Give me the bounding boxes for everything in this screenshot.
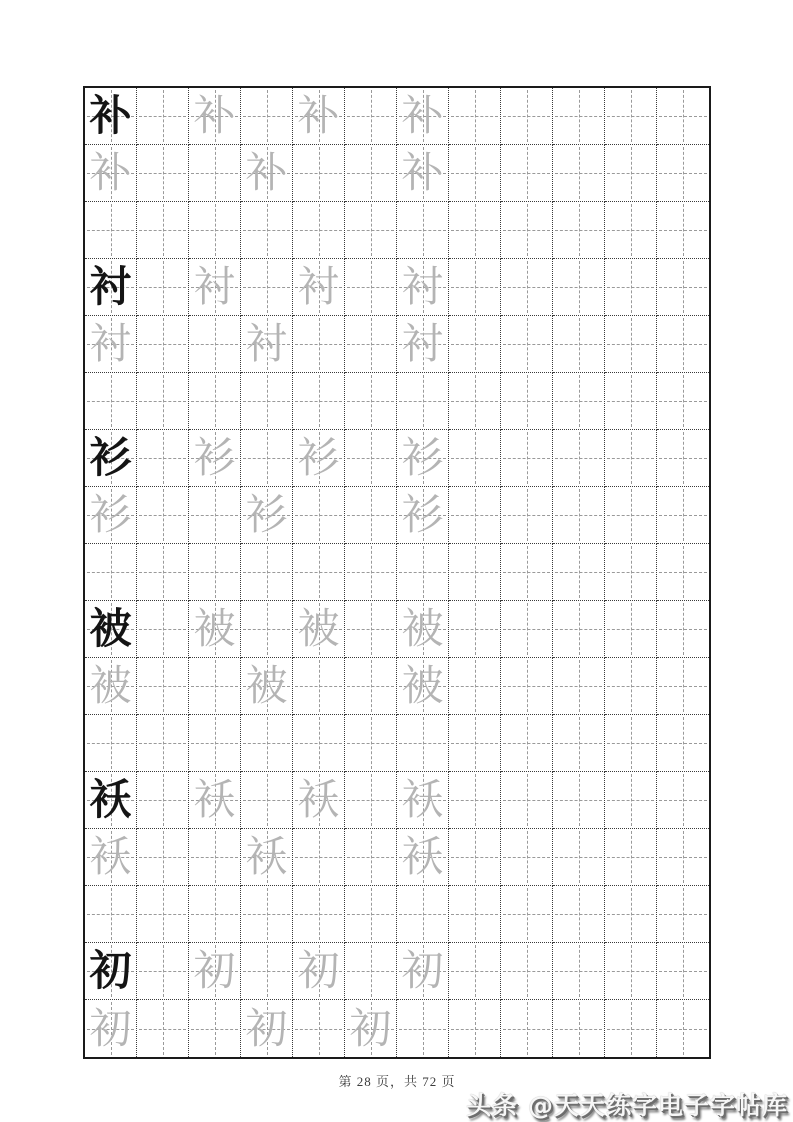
practice-cell — [85, 259, 137, 316]
practice-cell — [449, 715, 501, 772]
practice-cell — [137, 1000, 189, 1057]
practice-cell — [657, 145, 709, 202]
practice-cell — [397, 829, 449, 886]
practice-cell — [137, 259, 189, 316]
practice-cell — [85, 715, 137, 772]
trace-character: 初 — [297, 946, 340, 995]
practice-cell — [449, 487, 501, 544]
practice-cell — [501, 373, 553, 430]
practice-cell — [345, 202, 397, 259]
trace-character: 衫 — [401, 433, 444, 482]
practice-cell — [501, 88, 553, 145]
practice-cell — [293, 601, 345, 658]
practice-cell — [449, 943, 501, 1000]
practice-cell — [241, 829, 293, 886]
practice-cell — [345, 373, 397, 430]
practice-cell — [605, 373, 657, 430]
practice-cell — [449, 430, 501, 487]
practice-cell — [657, 772, 709, 829]
trace-character: 衫 — [245, 490, 288, 539]
practice-cell — [397, 601, 449, 658]
practice-cell — [657, 943, 709, 1000]
practice-cell — [189, 1000, 241, 1057]
practice-cell — [605, 487, 657, 544]
practice-cell — [241, 487, 293, 544]
practice-cell — [189, 316, 241, 373]
practice-cell — [241, 943, 293, 1000]
practice-cell — [241, 544, 293, 601]
practice-cell — [605, 829, 657, 886]
practice-cell — [397, 943, 449, 1000]
practice-cell — [293, 373, 345, 430]
practice-cell — [85, 829, 137, 886]
practice-cell — [241, 1000, 293, 1057]
practice-cell — [449, 202, 501, 259]
practice-cell — [189, 259, 241, 316]
example-character: 初 — [89, 946, 132, 995]
practice-cell — [397, 715, 449, 772]
practice-cell — [241, 145, 293, 202]
practice-cell — [501, 715, 553, 772]
practice-cell — [449, 829, 501, 886]
practice-cell — [345, 601, 397, 658]
practice-cell — [605, 430, 657, 487]
practice-cell — [553, 259, 605, 316]
practice-cell — [189, 829, 241, 886]
practice-cell — [605, 259, 657, 316]
practice-cell — [345, 430, 397, 487]
practice-cell — [189, 772, 241, 829]
practice-cell — [345, 259, 397, 316]
practice-cell — [397, 544, 449, 601]
practice-cell — [501, 772, 553, 829]
practice-cell — [605, 715, 657, 772]
trace-character: 补 — [89, 148, 132, 197]
practice-cell — [553, 601, 605, 658]
practice-cell — [553, 772, 605, 829]
practice-cell — [657, 601, 709, 658]
trace-character: 初 — [89, 1003, 132, 1053]
practice-cell — [85, 430, 137, 487]
practice-cell — [189, 658, 241, 715]
trace-character: 衫 — [297, 433, 340, 482]
practice-cell — [241, 373, 293, 430]
trace-character: 衬 — [401, 319, 444, 368]
page-number-footer: 第 28 页，共 72 页 — [338, 1074, 456, 1089]
practice-cell — [501, 202, 553, 259]
practice-cell — [657, 658, 709, 715]
practice-cell — [501, 259, 553, 316]
trace-character: 被 — [297, 604, 340, 653]
practice-cell — [397, 259, 449, 316]
trace-character: 被 — [245, 661, 288, 710]
trace-character: 衬 — [401, 262, 444, 311]
trace-character: 初 — [401, 946, 444, 995]
practice-cell — [657, 373, 709, 430]
practice-cell — [449, 886, 501, 943]
practice-cell — [293, 829, 345, 886]
practice-cell — [85, 943, 137, 1000]
practice-cell — [85, 544, 137, 601]
practice-cell — [345, 487, 397, 544]
practice-cell — [501, 658, 553, 715]
practice-cell — [449, 373, 501, 430]
practice-cell — [397, 886, 449, 943]
practice-cell — [189, 601, 241, 658]
practice-cell — [137, 772, 189, 829]
practice-cell — [605, 145, 657, 202]
practice-cell — [85, 202, 137, 259]
practice-cell — [137, 601, 189, 658]
practice-cell — [553, 829, 605, 886]
practice-cell — [189, 373, 241, 430]
practice-cell — [605, 1000, 657, 1057]
practice-cell — [501, 544, 553, 601]
practice-cell — [137, 487, 189, 544]
practice-cell — [137, 145, 189, 202]
practice-cell — [137, 316, 189, 373]
practice-cell — [85, 1000, 137, 1057]
practice-cell — [605, 772, 657, 829]
practice-cell — [293, 316, 345, 373]
practice-cell — [293, 658, 345, 715]
practice-cell — [293, 772, 345, 829]
practice-cell — [553, 373, 605, 430]
practice-cell — [189, 88, 241, 145]
trace-character: 被 — [89, 661, 132, 710]
practice-cell — [501, 886, 553, 943]
trace-character: 袄 — [401, 832, 444, 881]
practice-cell — [553, 544, 605, 601]
example-character: 被 — [89, 604, 132, 653]
practice-cell — [293, 88, 345, 145]
practice-cell — [553, 316, 605, 373]
trace-character: 衬 — [193, 262, 236, 311]
trace-character: 补 — [401, 91, 444, 140]
practice-cell — [85, 145, 137, 202]
practice-cell — [397, 145, 449, 202]
example-character: 衫 — [89, 433, 132, 482]
practice-cell — [345, 658, 397, 715]
practice-cell — [241, 658, 293, 715]
trace-character: 袄 — [193, 775, 236, 824]
practice-cell — [605, 88, 657, 145]
trace-character: 衫 — [89, 490, 132, 539]
practice-cell — [605, 316, 657, 373]
practice-cell — [137, 886, 189, 943]
practice-cell — [137, 658, 189, 715]
practice-cell — [189, 487, 241, 544]
practice-cell — [501, 829, 553, 886]
trace-character: 补 — [193, 91, 236, 140]
practice-cell — [137, 715, 189, 772]
practice-cell — [293, 145, 345, 202]
practice-cell — [501, 1000, 553, 1057]
practice-cell — [293, 1000, 345, 1057]
practice-cell — [397, 430, 449, 487]
practice-cell — [241, 715, 293, 772]
practice-cell — [605, 886, 657, 943]
trace-character: 衬 — [297, 262, 340, 311]
example-character: 补 — [89, 91, 132, 140]
practice-cell — [345, 88, 397, 145]
practice-cell — [501, 487, 553, 544]
trace-character: 被 — [401, 604, 444, 653]
practice-cell — [449, 316, 501, 373]
practice-cell — [501, 430, 553, 487]
practice-cell — [553, 88, 605, 145]
practice-cell — [397, 373, 449, 430]
trace-character: 被 — [401, 661, 444, 710]
practice-cell — [449, 88, 501, 145]
trace-character: 袄 — [401, 775, 444, 824]
trace-character: 衬 — [245, 319, 288, 368]
practice-cell — [345, 886, 397, 943]
practice-cell — [293, 202, 345, 259]
trace-character: 初 — [245, 1003, 288, 1053]
practice-cell — [657, 430, 709, 487]
example-character: 袄 — [89, 775, 132, 824]
practice-cell — [657, 88, 709, 145]
trace-character: 袄 — [89, 832, 132, 881]
trace-character: 袄 — [245, 832, 288, 881]
practice-cell — [397, 658, 449, 715]
practice-cell — [449, 601, 501, 658]
practice-cell — [293, 886, 345, 943]
practice-cell — [293, 544, 345, 601]
practice-cell — [553, 886, 605, 943]
practice-cell — [85, 487, 137, 544]
practice-cell — [85, 88, 137, 145]
practice-cell — [657, 829, 709, 886]
practice-cell — [189, 943, 241, 1000]
practice-cell — [449, 658, 501, 715]
practice-cell — [657, 202, 709, 259]
practice-cell — [345, 829, 397, 886]
trace-character: 补 — [245, 148, 288, 197]
practice-cell — [501, 316, 553, 373]
trace-character: 袄 — [297, 775, 340, 824]
practice-cell — [85, 601, 137, 658]
practice-cell — [137, 88, 189, 145]
practice-cell — [605, 202, 657, 259]
practice-cell — [293, 715, 345, 772]
practice-cell — [241, 772, 293, 829]
practice-cell — [189, 715, 241, 772]
practice-cell — [605, 544, 657, 601]
trace-character: 被 — [193, 604, 236, 653]
practice-cell — [137, 430, 189, 487]
practice-cell — [189, 202, 241, 259]
practice-cell — [293, 430, 345, 487]
practice-cell — [553, 145, 605, 202]
practice-cell — [241, 88, 293, 145]
practice-cell — [553, 943, 605, 1000]
practice-cell — [553, 430, 605, 487]
practice-cell — [397, 487, 449, 544]
practice-cell — [501, 601, 553, 658]
practice-cell — [657, 715, 709, 772]
practice-cell — [397, 772, 449, 829]
trace-character: 衫 — [193, 433, 236, 482]
practice-cell — [449, 259, 501, 316]
practice-cell — [345, 145, 397, 202]
trace-character: 初 — [193, 946, 236, 995]
practice-cell — [449, 1000, 501, 1057]
practice-cell — [657, 1000, 709, 1057]
practice-cell — [85, 658, 137, 715]
practice-cell — [137, 373, 189, 430]
practice-cell — [501, 943, 553, 1000]
practice-cell — [293, 487, 345, 544]
practice-cell — [449, 145, 501, 202]
practice-cell — [293, 259, 345, 316]
practice-cell — [553, 202, 605, 259]
practice-cell — [137, 544, 189, 601]
practice-cell — [657, 316, 709, 373]
practice-cell — [657, 544, 709, 601]
practice-cell — [345, 544, 397, 601]
practice-cell — [293, 943, 345, 1000]
practice-cell — [85, 886, 137, 943]
practice-cell — [345, 1000, 397, 1057]
practice-cell — [553, 487, 605, 544]
practice-cell — [397, 88, 449, 145]
practice-cell — [449, 544, 501, 601]
practice-cell — [501, 145, 553, 202]
practice-cell — [397, 1000, 449, 1057]
practice-cell — [345, 715, 397, 772]
practice-cell — [397, 316, 449, 373]
trace-character: 补 — [401, 148, 444, 197]
toutiao-watermark: 头条 @天天练字电子字帖库 — [466, 1091, 788, 1120]
practice-cell — [85, 373, 137, 430]
character-practice-grid — [83, 86, 711, 1059]
practice-cell — [657, 886, 709, 943]
practice-cell — [397, 202, 449, 259]
practice-cell — [449, 772, 501, 829]
practice-cell — [241, 259, 293, 316]
practice-cell — [189, 145, 241, 202]
practice-cell — [137, 943, 189, 1000]
practice-cell — [553, 1000, 605, 1057]
practice-cell — [189, 886, 241, 943]
practice-cell — [85, 316, 137, 373]
practice-cell — [345, 772, 397, 829]
practice-cell — [345, 943, 397, 1000]
practice-cell — [657, 487, 709, 544]
practice-cell — [605, 601, 657, 658]
trace-character: 初 — [349, 1003, 392, 1053]
practice-cell — [137, 829, 189, 886]
practice-cell — [605, 658, 657, 715]
practice-cell — [345, 316, 397, 373]
trace-character: 衬 — [89, 319, 132, 368]
practice-cell — [189, 430, 241, 487]
practice-cell — [189, 544, 241, 601]
trace-character: 衫 — [401, 490, 444, 539]
practice-cell — [85, 772, 137, 829]
practice-cell — [241, 430, 293, 487]
practice-cell — [553, 715, 605, 772]
practice-cell — [241, 316, 293, 373]
practice-cell — [137, 202, 189, 259]
practice-cell — [657, 259, 709, 316]
example-character: 衬 — [89, 262, 132, 311]
trace-character: 补 — [297, 91, 340, 140]
practice-cell — [605, 943, 657, 1000]
practice-cell — [241, 886, 293, 943]
practice-cell — [241, 202, 293, 259]
practice-cell — [241, 601, 293, 658]
practice-cell — [553, 658, 605, 715]
